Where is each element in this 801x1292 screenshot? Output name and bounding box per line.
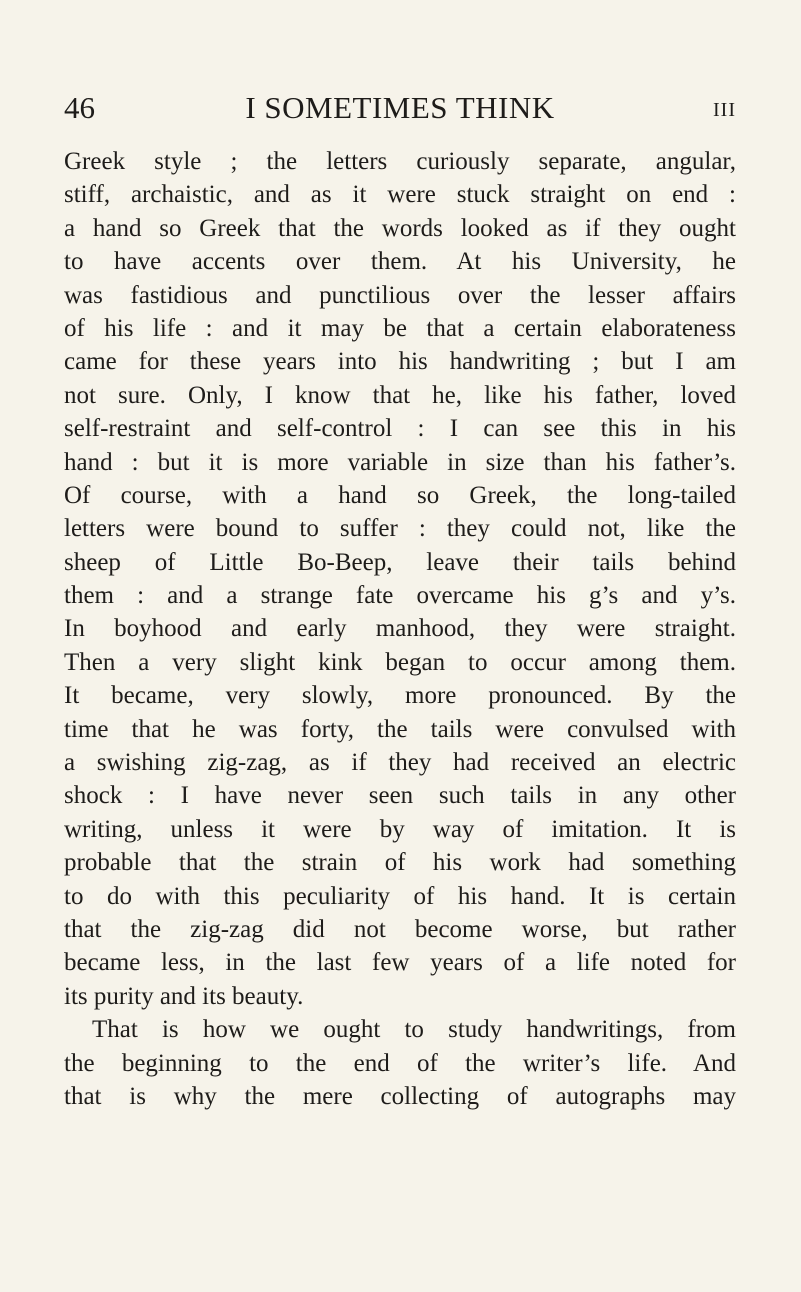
text-line: letters were bound to suffer : they could not, like the xyxy=(64,515,736,543)
text-line: that the zig-zag did not become worse, but rather xyxy=(64,915,736,943)
text-line: the beginning to the end of the writer’s life. And xyxy=(64,1049,736,1077)
text-line: became less, in the last few years of a life noted for xyxy=(64,949,736,977)
text-line: was fastidious and punctilious over the lesser affairs xyxy=(64,281,736,309)
text-line: hand : but it is more variable in size than his father’s. xyxy=(64,448,736,476)
text-line: probable that the strain of his work had something xyxy=(64,849,736,877)
text-line: Of course, with a hand so Greek, the long-tailed xyxy=(64,481,736,509)
page-number: 46 xyxy=(64,90,95,125)
text-line: that is why the mere collecting of autographs may xyxy=(64,1082,736,1110)
text-line: self-restraint and self-control : I can see this in his xyxy=(64,415,736,443)
running-head xyxy=(64,88,736,128)
text-line: sheep of Little Bo-Beep, leave their tails behind xyxy=(64,548,736,576)
text-line: stiff, archaistic, and as it were stuck straight on end : xyxy=(64,181,736,209)
text-line: not sure. Only, I know that he, like his father, loved xyxy=(64,381,736,409)
text-line: time that he was forty, the tails were convulsed with xyxy=(64,715,736,743)
text-line: It became, very slowly, more pronounced. By the xyxy=(64,682,736,710)
text-line: That is how we ought to study handwritings, from xyxy=(92,1016,736,1044)
running-head-title: I SOMETIMES THINK xyxy=(245,90,555,125)
text-line: of his life : and it may be that a certain elaborateness xyxy=(64,314,736,342)
text-line: a swishing zig-zag, as if they had received an electric xyxy=(64,749,736,777)
text-line: Then a very slight kink began to occur among them. xyxy=(64,648,736,676)
text-line: a hand so Greek that the words looked as if they ought xyxy=(64,214,736,242)
chapter-number: III xyxy=(713,99,736,121)
text-line: In boyhood and early manhood, they were straight. xyxy=(64,615,736,643)
body-text xyxy=(64,145,736,1113)
text-line: writing, unless it were by way of imitation. It is xyxy=(64,815,736,843)
text-line: them : and a strange fate overcame his g’s and y’s. xyxy=(64,582,736,610)
text-line: its purity and its beauty. xyxy=(64,982,304,1010)
text-line: to do with this peculiarity of his hand. It is certain xyxy=(64,882,736,910)
text-line: shock : I have never seen such tails in any other xyxy=(64,782,736,810)
text-line: to have accents over them. At his University, he xyxy=(64,248,736,276)
text-line: came for these years into his handwriting ; but I am xyxy=(64,348,736,376)
text-line: Greek style ; the letters curiously separate, angular, xyxy=(64,148,736,175)
